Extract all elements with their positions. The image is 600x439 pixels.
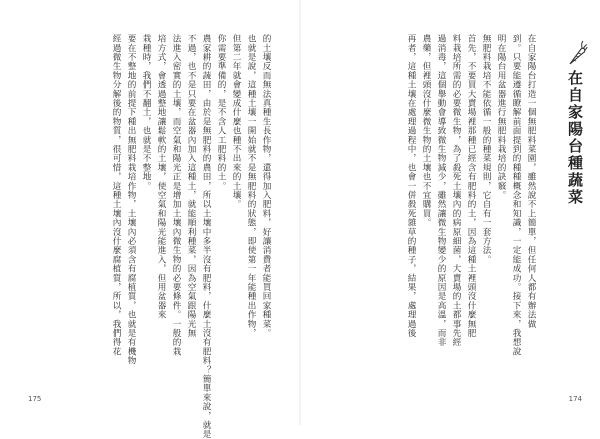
paragraph-line: 的土壤反而無法真種生長作物，還得加入肥料，好讓消費者能買回家種菜。: [261, 34, 271, 338]
left-page: [0, 0, 299, 439]
paragraph-line: 農家耕的蔬田，由於是無肥料的農田，所以土壤中多半沒有肥料，什麼土沒有肥料？簡單來說，就是: [201, 34, 211, 439]
paragraph-line: 首先，不要買大賣場裡那種已經含有肥料的土，因為這種土裡頭沒什麼無肥: [466, 34, 476, 338]
paragraph-line: 無肥料栽培不能依循一般的種菜規則，它自有一套方法。: [481, 34, 491, 264]
page-number-left: 175: [28, 395, 42, 403]
paragraph-line: 你需要準備的，是不含人工肥料的土。: [216, 34, 226, 191]
paragraph-line: 培方式，會透過整地讓鬆軟的土壤，使空氣和陽光能進入，但用盆器來: [156, 34, 166, 320]
page-number-right: 174: [568, 395, 582, 403]
paragraph-line: 法進入密實的土壤，而空氣和陽光正是增加土壤內微生物的必要條件。一般的栽: [171, 34, 181, 356]
carrot-icon: [566, 40, 588, 66]
paragraph-line: 農藥，但裡頭沒什麼微生物的土壤也不宜購買。: [421, 34, 431, 228]
right-page: [301, 0, 600, 425]
left-page-body: [108, 34, 273, 439]
paragraph-line: 再者，這種土壤在處理過程中，也會一併殺死雜草的種子，結果，處理過後: [406, 34, 416, 338]
paragraph-line: 到。只要能遵循瞭解前面提到的種種概念和知識，一定能成功。接下來，我想說: [511, 34, 521, 356]
paragraph-line: 明在陽台用盆器進行無肥料栽培的訣竅。: [496, 34, 506, 200]
paragraph-line: 料栽培所需的必要微生物，為了殺死土壤內的病原細菌，大賣場的土都事先經: [451, 34, 461, 347]
paragraph-line: 要在不整地的前提下種出無肥料栽培作物，土壤內必須含有腐植質，也就是有機物: [126, 34, 136, 366]
right-page-body: [403, 34, 538, 364]
paragraph-line: 過消毒，這個舉動會導致微生物減少，雖然讓微生物變少的原因是高溫，而非: [436, 34, 446, 347]
paragraph-line: 也就是說，這種土壤一開始就不是無肥料的狀態，即使第一年能種出作物，: [246, 34, 256, 338]
paragraph-line: 經過微生物分解後的物質，很可惜，這種土壤內沒什麼腐植質，所以，我們得花: [111, 34, 121, 356]
paragraph-line: 栽種時，我們不翻土，也就是不整地。: [141, 34, 151, 191]
paragraph-line: 不過，也不是只要在盆器內加入這種土，就能順利種菜，因為空氣跟陽光無: [186, 34, 196, 338]
section-heading: 在自家陽台種蔬菜: [566, 70, 584, 206]
paragraph-line: 但第二年就會變成什麼也種不出來的土壤。: [231, 34, 241, 209]
paragraph-line: 在自家陽台打造一個無肥料菜園，雖然說不上簡單，但任何人都有辦法做: [526, 34, 536, 329]
